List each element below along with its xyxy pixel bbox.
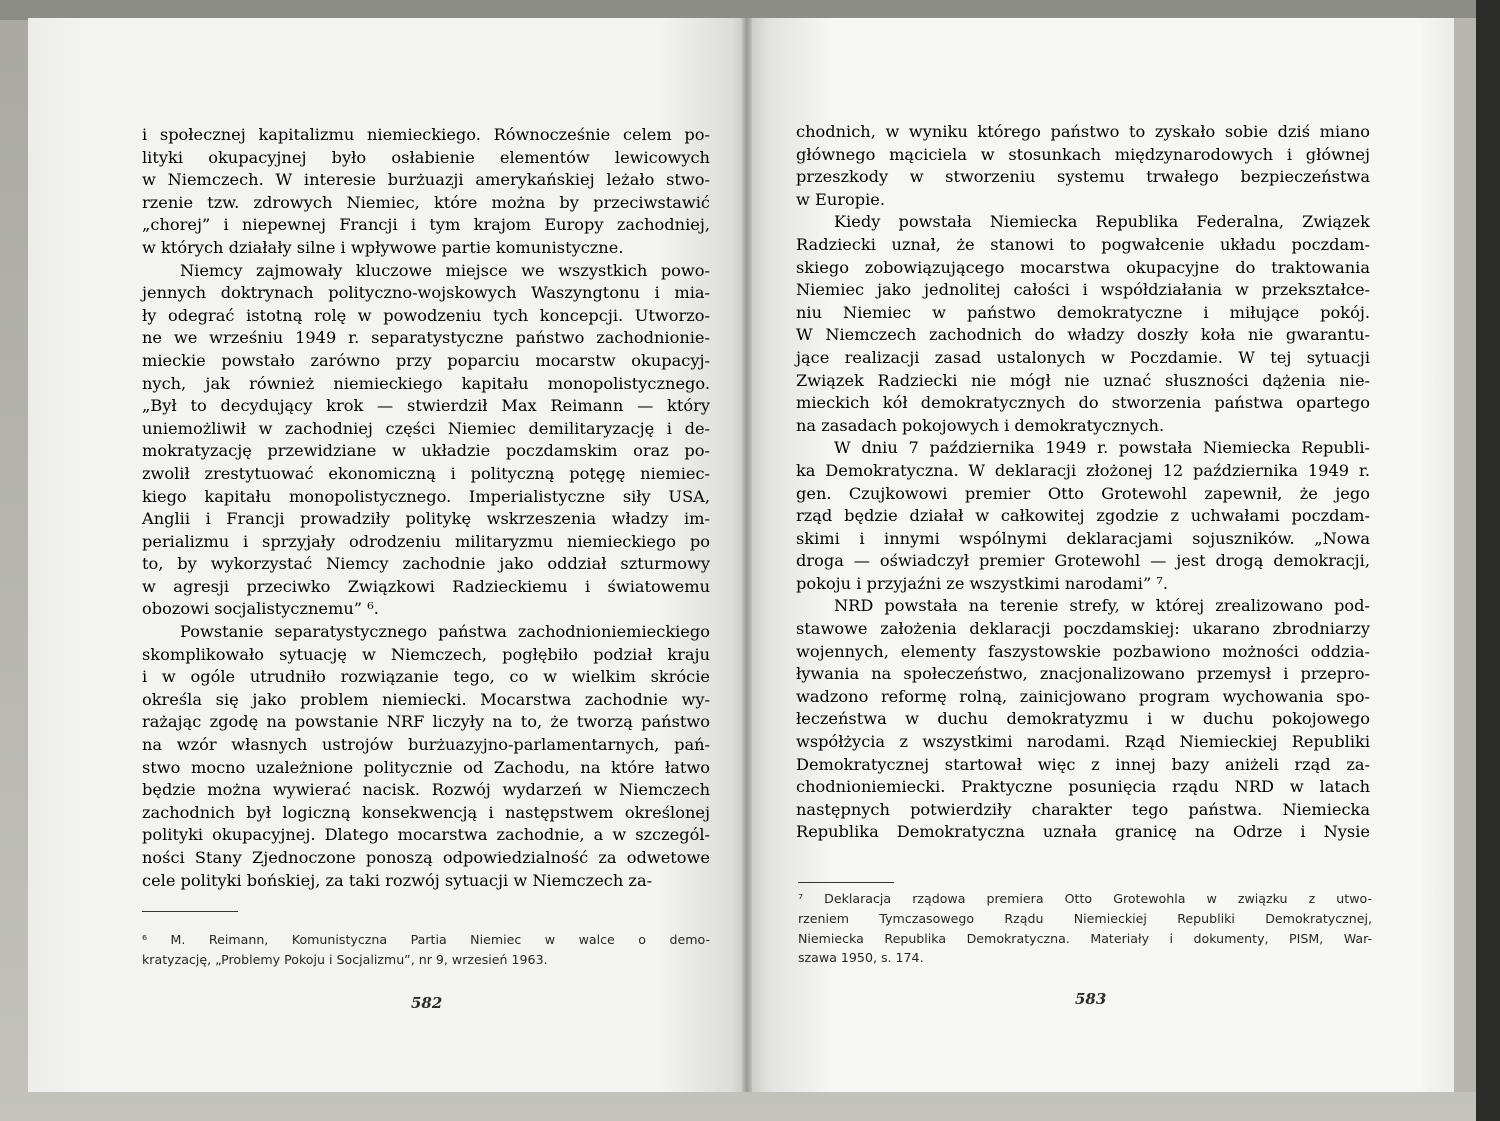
text-line: następnych potwierdziły charakter tego państwa. Niemiecka <box>796 799 1370 819</box>
text-line: ⁶ M. Reimann, Komunistyczna Partia Niemiec w walce o demo- <box>142 932 710 947</box>
text-line: polityki okupacyjnej. Dlatego mocarstwa zachodnie, a w szczegól- <box>142 825 710 845</box>
text-line: jennych doktrynach polityczno-wojskowych Waszyngtonu i mia- <box>142 283 710 303</box>
text-line: w których działały silne i wpływowe partie komunistyczne. <box>142 237 624 257</box>
text-line: zwolił zrestytuować ekonomiczną i polityczną potęgę niemiec- <box>142 463 710 483</box>
text-line: mokratyzację przewidziane w układzie poczdamskim oraz po- <box>142 441 710 461</box>
right-footnote-rule <box>798 882 894 883</box>
text-line: jące realizacji zasad ustalonych w Poczdamie. W tej sytuacji <box>796 347 1370 367</box>
text-line: ⁷ Deklaracja rządowa premiera Otto Grotewohla w związku z utwo- <box>798 891 1372 906</box>
text-line: stawowe założenia deklaracji poczdamskiej: ukarano zbrodniarzy <box>796 619 1370 639</box>
text-line: chodnich, w wyniku którego państwo to zyskało sobie dziś miano <box>796 122 1370 141</box>
text-line: Anglii i Francji prowadziły politykę wskrzeszenia władzy im- <box>142 509 710 529</box>
text-line: mieckich kół demokratycznych do stworzenia państwa opartego <box>796 393 1370 413</box>
text-line: określa się jako problem niemiecki. Mocarstwa zachodnie wy- <box>142 689 710 709</box>
text-line: zachodnich był logiczną konsekwencją i następstwem określonej <box>142 802 710 822</box>
text-line: obozowi socjalistycznemu” ⁶. <box>142 599 379 619</box>
text-line: Niemiecka Republika Demokratyczna. Materiały i dokumenty, PISM, War- <box>798 930 1372 946</box>
scanner-edge <box>1476 0 1500 1121</box>
text-line: pokoju i przyjaźni ze wszystkimi narodami” ⁷. <box>796 573 1169 593</box>
text-line: chodnioniemiecki. Praktyczne posunięcia rządu NRD w latach <box>796 777 1370 797</box>
text-line: skiego zobowiązującego mocarstwa okupacyjne do traktowania <box>796 257 1370 277</box>
text-line: NRD powstała na terenie strefy, w której zrealizowano pod- <box>834 596 1370 616</box>
text-line: rażając zgodę na powstanie NRF liczyły na to, że tworzą państwo <box>142 712 710 732</box>
text-line: rzenie tzw. zdrowych Niemiec, które można by przeciwstawić <box>142 192 710 212</box>
text-line: Związek Radziecki nie mógł nie uznać słuszności dążenia nie- <box>796 370 1370 390</box>
text-line: mieckie powstało zarówno przy poparciu mocarstw okupacyj- <box>142 350 710 370</box>
right-footnote <box>798 889 1372 968</box>
text-line: ności Stany Zjednoczone ponoszą odpowiedzialność za odwetowe <box>142 848 710 867</box>
text-line: ły odegrać istotną rolę w powodzeniu tych koncepcji. Utworzo- <box>142 305 710 325</box>
text-line: i społecznej kapitalizmu niemieckiego. Równocześnie celem po- <box>142 125 710 144</box>
text-line: przeszkody w stworzeniu systemu trwałego bezpieczeństwa <box>796 167 1370 187</box>
page-edge <box>1454 18 1476 1092</box>
left-page-body-text <box>142 124 710 892</box>
text-line: to, by wykorzystać Niemcy zachodnie jako oddział szturmowy <box>142 554 710 574</box>
text-line: na zasadach pokojowych i demokratycznych. <box>796 415 1165 435</box>
text-line: rzeniem Tymczasowego Rządu Niemieckiej Republiki Demokratycznej, <box>798 910 1372 926</box>
text-line: ływania na społeczeństwo, znacjonalizowano przemysł i przepro- <box>796 664 1370 684</box>
text-line: niu Niemiec w państwo demokratyczne i miłujące pokój. <box>796 302 1370 322</box>
text-line: wadzono reformę rolną, zainicjowano program wychowania spo- <box>796 686 1370 706</box>
text-line: ka Demokratyczna. W deklaracji złożonej 12 października 1949 r. <box>796 460 1370 480</box>
text-line: Niemcy zajmowały kluczowe miejsce we wszystkich powo- <box>180 260 710 280</box>
text-line: i w ogóle utrudniło rozwiązanie tego, co w wielkim skrócie <box>142 667 710 687</box>
text-line: skomplikowało sytuację w Niemczech, pogłębiło podział kraju <box>142 644 710 664</box>
text-line: uniemożliwił w zachodniej części Niemiec demilitaryzację i de- <box>142 418 710 438</box>
text-line: lityki okupacyjnej było osłabienie elementów lewicowych <box>142 147 710 167</box>
text-line: gen. Czujkowowi premier Otto Grotewohl zapewnił, że jego <box>796 483 1370 503</box>
left-page-number: 582 <box>411 994 443 1012</box>
text-line: Powstanie separatystycznego państwa zachodnioniemieckiego <box>180 622 710 642</box>
text-line: droga — oświadczył premier Grotewohl — jest drogą demokracji, <box>796 551 1370 571</box>
text-line: cele polityki bońskiej, za taki rozwój sytuacji w Niemczech za- <box>142 870 653 890</box>
text-line: łeczeństwa w duchu demokratyzmu i w duchu pokojowego <box>796 709 1370 729</box>
text-line: „Był to decydujący krok — stwierdził Max Reimann — który <box>142 396 710 416</box>
text-line: skimi i innymi wspólnymi deklaracjami sojuszników. „Nowa <box>796 528 1370 548</box>
book-gutter <box>742 18 752 1092</box>
text-line: Niemiec jako jednolitej całości i współdziałania w przekształce- <box>796 280 1370 300</box>
text-line: nych, jak również niemieckiego kapitału monopolistycznego. <box>142 373 710 393</box>
text-line: szawa 1950, s. 174. <box>798 950 924 966</box>
text-line: W Niemczech zachodnich do władzy doszły koła nie gwarantu- <box>796 325 1370 345</box>
text-line: będzie można wywierać nacisk. Rozwój wydarzeń w Niemczech <box>142 780 710 800</box>
text-line: rząd będzie działał w całkowitej zgodzie z uchwałami poczdam- <box>796 506 1370 526</box>
right-page-body-text <box>796 121 1370 844</box>
text-line: „chorej” i niepewnej Francji i tym krajom Europy zachodniej, <box>142 215 710 235</box>
text-line: Kiedy powstała Niemiecka Republika Federalna, Związek <box>834 212 1370 232</box>
text-line: głównego mąciciela w stosunkach międzynarodowych i głównej <box>796 144 1370 164</box>
text-line: w Europie. <box>796 189 885 209</box>
scan-top-edge <box>0 0 1500 20</box>
left-footnote <box>142 930 710 970</box>
text-line: kratyzację, „Problemy Pokoju i Socjalizmu”, nr 9, wrzesień 1963. <box>142 951 548 967</box>
text-line: na wzór własnych ustrojów burżuazyjno-parlamentarnych, pań- <box>142 735 710 755</box>
text-line: perializmu i sprzyjały odrodzeniu militaryzmu niemieckiego po <box>142 531 710 551</box>
left-footnote-rule <box>142 911 238 912</box>
text-line: kiego kapitału monopolistycznego. Imperialistyczne siły USA, <box>142 486 710 506</box>
text-line: w agresji przeciwko Związkowi Radzieckiemu i światowemu <box>142 576 710 596</box>
text-line: w Niemczech. W interesie burżuazji amerykańskiej leżało stwo- <box>142 170 710 190</box>
text-line: ne we wrześniu 1949 r. separatystyczne państwo zachodnionie- <box>142 328 710 348</box>
right-page-number: 583 <box>1075 990 1107 1008</box>
text-line: stwo mocno uzależnione politycznie od Zachodu, na które łatwo <box>142 757 710 777</box>
text-line: Republika Demokratyczna uznała granicę na Odrze i Nysie <box>796 822 1370 842</box>
text-line: współżycia z wszystkimi narodami. Rząd Niemieckiej Republiki <box>796 732 1370 752</box>
text-line: wojennych, elementy faszystowskie pozbawiono możności oddzia- <box>796 641 1370 661</box>
text-line: Radziecki uznał, że stanowi to pogwałcenie układu poczdam- <box>796 234 1370 254</box>
text-line: Demokratycznej startował więc z innej bazy aniżeli rząd za- <box>796 754 1370 774</box>
text-line: W dniu 7 października 1949 r. powstała Niemiecka Republi- <box>834 438 1370 458</box>
